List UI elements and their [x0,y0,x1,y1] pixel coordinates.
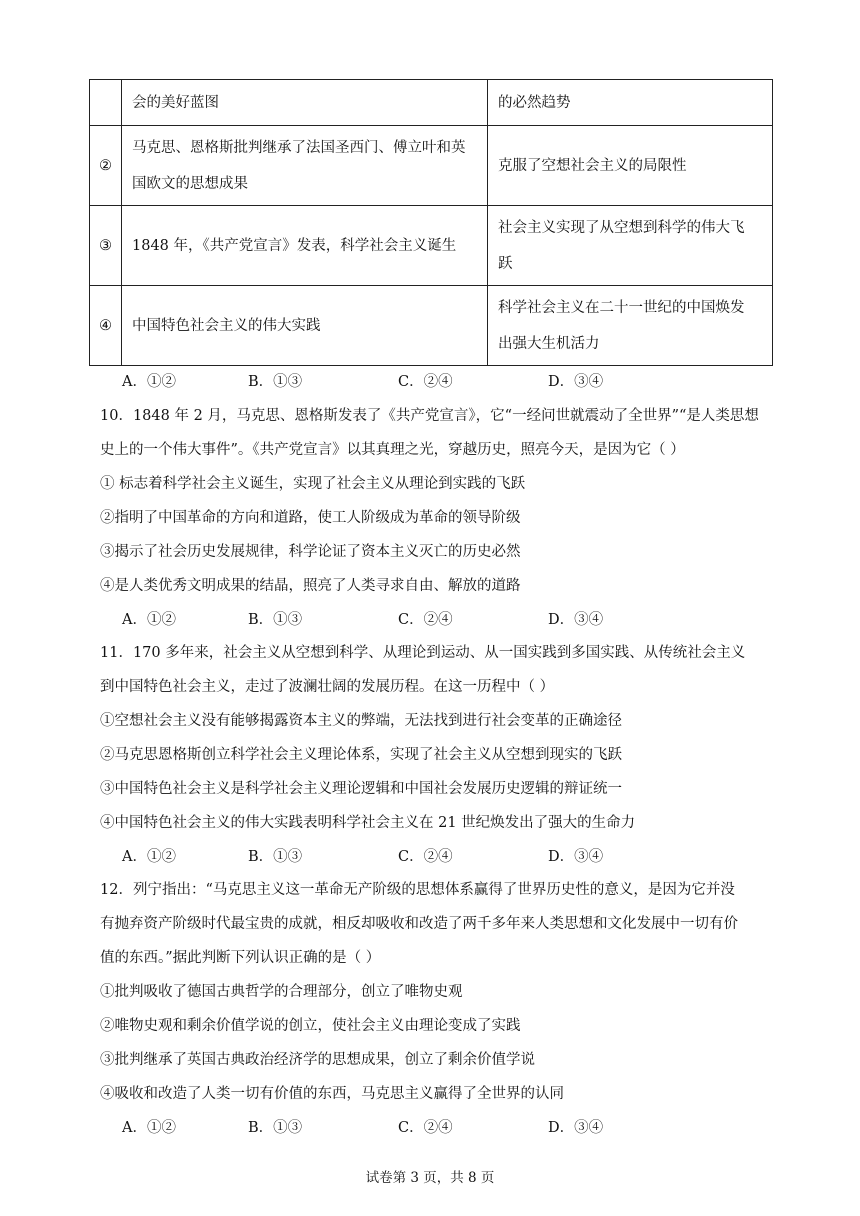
question-stem-line: 值的东西。”据此判断下列认识正确的是（ ） [100,950,381,966]
row-significance: 克服了空想社会主义的局限性 [488,126,773,206]
option-c[interactable]: C．②④ [398,374,453,390]
option-b[interactable]: B．①③ [248,1120,303,1136]
row-number: ④ [90,286,122,366]
table-row [90,206,773,286]
option-a[interactable]: A．①② [122,612,176,628]
option-b[interactable]: B．①③ [248,374,303,390]
statement-item: ③批判继承了英国古典政治经济学的思想成果，创立了剩余价值学说 [100,1052,535,1068]
statement-item: ②马克思恩格斯创立科学社会主义理论体系，实现了社会主义从空想到现实的飞跃 [100,747,622,763]
row-number: ② [90,126,122,206]
statement-item: ① 标志着科学社会主义诞生，实现了社会主义从理论到实践的飞跃 [100,476,526,492]
statement-item: ①空想社会主义没有能够揭露资本主义的弊端，无法找到进行社会变革的正确途径 [100,713,622,729]
table-row [90,286,773,366]
question-stem-line: 有抛弃资产阶级时代最宝贵的成就，相反却吸收和改造了两千多年来人类思想和文化发展中一切有价 [100,916,738,932]
question-stem-line: 11．170 多年来，社会主义从空想到科学、从理论到运动、从一国实践到多国实践、从传统社会主义 [100,645,746,661]
question-9-options [122,372,642,392]
row-significance: 的必然趋势 [488,80,773,126]
statement-item: ②指明了中国革命的方向和道路，使工人阶级成为革命的领导阶级 [100,510,521,526]
question-stem-line: 10．1848 年 2 月，马克思、恩格斯发表了《共产党宣言》，它“一经问世就震动了全世界”“是人类思想 [100,408,759,424]
option-c[interactable]: C．②④ [398,612,453,628]
option-a[interactable]: A．①② [122,849,176,865]
option-c[interactable]: C．②④ [398,849,453,865]
option-c[interactable]: C．②④ [398,1120,453,1136]
page-footer: 试卷第 3 页，共 8 页 [365,1170,495,1186]
row-number: ③ [90,206,122,286]
row-event: 马克思、恩格斯批判继承了法国圣西门、傅立叶和英 国欧文的思想成果 [122,126,488,206]
row-number [90,80,122,126]
question-11-options [122,847,642,867]
option-d[interactable]: D．③④ [548,612,604,628]
option-d[interactable]: D．③④ [548,374,604,390]
table-row [90,126,773,206]
row-event: 中国特色社会主义的伟大实践 [122,286,488,366]
statement-item: ①批判吸收了德国古典哲学的合理部分，创立了唯物史观 [100,984,463,1000]
option-b[interactable]: B．①③ [248,612,303,628]
question-stem-line: 史上的一个伟大事件”。《共产党宣言》以其真理之光，穿越历史，照亮今天，是因为它（ ） [100,442,685,458]
option-d[interactable]: D．③④ [548,1120,604,1136]
option-a[interactable]: A．①② [122,374,176,390]
question-9-table [89,79,773,366]
option-a[interactable]: A．①② [122,1120,176,1136]
option-b[interactable]: B．①③ [248,849,303,865]
statement-item: ④是人类优秀文明成果的结晶，照亮了人类寻求自由、解放的道路 [100,578,521,594]
row-event: 会的美好蓝图 [122,80,488,126]
row-significance: 科学社会主义在二十一世纪的中国焕发 出强大生机活力 [488,286,773,366]
question-stem-line: 到中国特色社会主义，走过了波澜壮阔的发展历程。在这一历程中（ ） [100,679,555,695]
question-stem-line: 12．列宁指出：“马克思主义这一革命无产阶级的思想体系赢得了世界历史性的意义，是因为它并没 [100,882,735,898]
statement-item: ③揭示了社会历史发展规律，科学论证了资本主义灭亡的历史必然 [100,544,521,560]
question-10-options [122,610,642,630]
statement-item: ④中国特色社会主义的伟大实践表明科学社会主义在 21 世纪焕发出了强大的生命力 [100,815,636,831]
table-row [90,80,773,126]
question-12-options [122,1118,642,1138]
statement-item: ③中国特色社会主义是科学社会主义理论逻辑和中国社会发展历史逻辑的辩证统一 [100,781,622,797]
option-d[interactable]: D．③④ [548,849,604,865]
row-significance: 社会主义实现了从空想到科学的伟大飞 跃 [488,206,773,286]
statement-item: ②唯物史观和剩余价值学说的创立，使社会主义由理论变成了实践 [100,1018,521,1034]
row-event: 1848 年，《共产党宣言》发表，科学社会主义诞生 [122,206,488,286]
statement-item: ④吸收和改造了人类一切有价值的东西，马克思主义赢得了全世界的认同 [100,1086,564,1102]
